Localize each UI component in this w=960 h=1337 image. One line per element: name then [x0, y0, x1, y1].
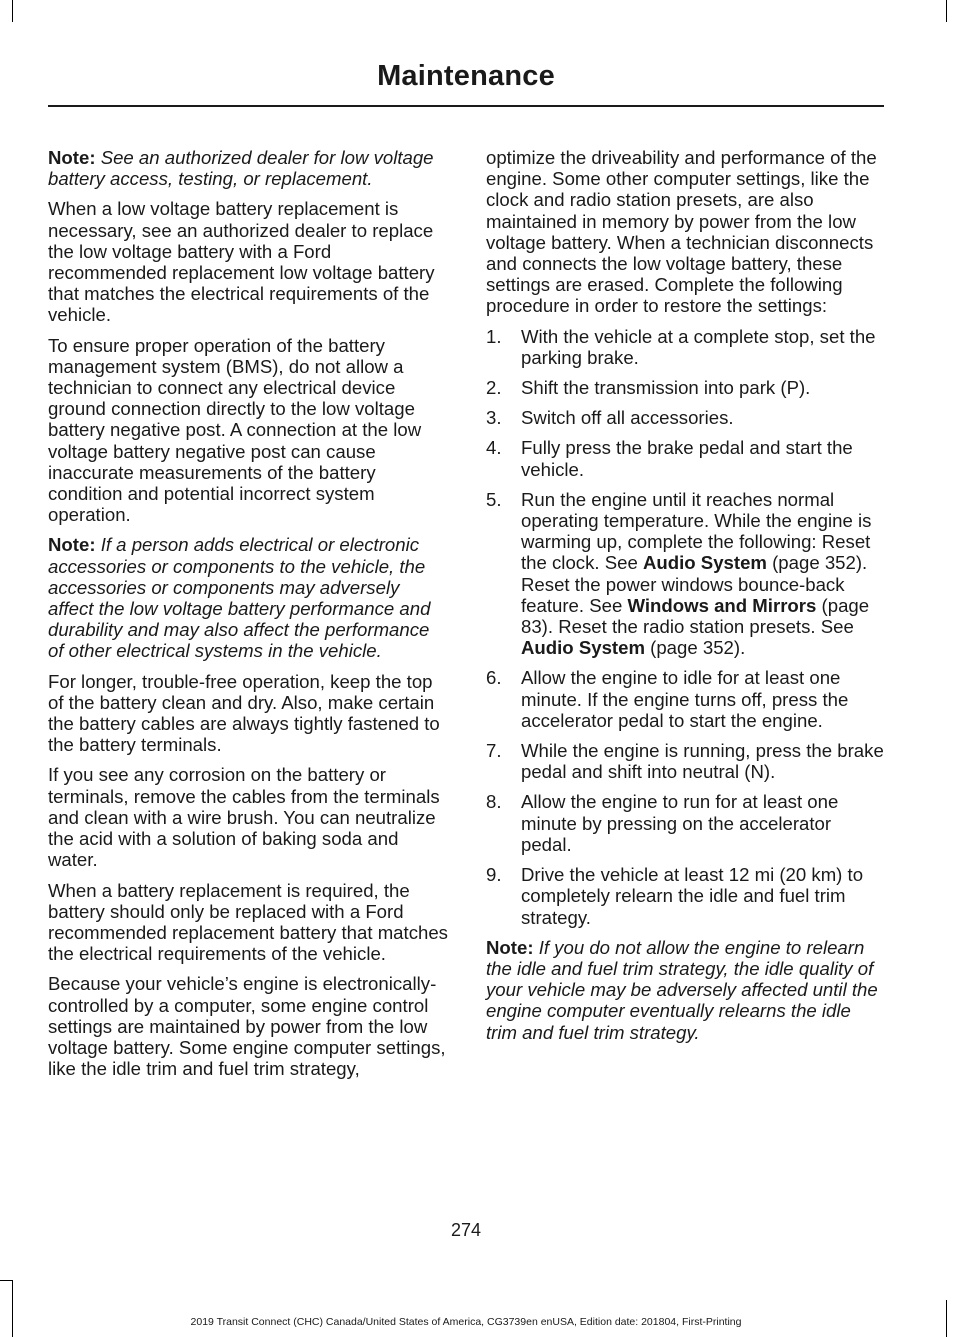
step-number: 3. — [486, 407, 502, 429]
list-item — [486, 864, 886, 928]
body-paragraph: When a low voltage battery replacement is necessary, see an authorized dealer to replace the low voltage battery with a Ford recommended replacement low voltage battery that matches the electrical requirements of the vehicle. — [48, 198, 435, 326]
crop-mark — [946, 1300, 947, 1337]
body-paragraph: When a battery replacement is required, the battery should only be replaced with a Ford recommended replacement battery that matches the electrical requirements of the vehicle. — [48, 879, 448, 965]
right-column — [486, 147, 886, 1052]
note-text: If you do not allow the engine to relearn the idle and fuel trim strategy, the idle quality of your vehicle may be adversely affected until the engine computer eventually relearns the idle trim and fuel trim strategy. — [486, 936, 878, 1043]
step-text — [521, 489, 871, 658]
note-paragraph — [48, 147, 448, 189]
note-label: Note: — [486, 936, 534, 958]
list-item — [486, 437, 886, 479]
page-number: 274 — [450, 1220, 482, 1240]
procedure-list — [486, 326, 886, 928]
audio-system-link[interactable]: Audio System — [521, 637, 645, 659]
step-text: Fully press the brake pedal and start the vehicle. — [521, 437, 853, 480]
body-paragraph: If you see any corrosion on the battery or terminals, remove the cables from the terminals and clean with a wire brush. You can neutralize the acid with a solution of baking soda and water. — [48, 764, 440, 871]
step-text: Allow the engine to idle for at least one minute. If the engine turns off, press the accelerator pedal to start the engine. — [521, 667, 849, 731]
list-item — [486, 407, 886, 428]
step-text-part: (page 83). Reset the radio station presets. See — [521, 594, 870, 638]
crop-mark — [12, 0, 13, 22]
step-number: 4. — [486, 437, 502, 459]
step-number: 2. — [486, 377, 502, 399]
step-text: While the engine is running, press the brake pedal and shift into neutral (N). — [521, 740, 884, 783]
step-text-part: (page 352). Reset the power windows bounce-back feature. See — [521, 552, 868, 616]
note-text: See an authorized dealer for low voltage battery access, testing, or replacement. — [48, 147, 434, 190]
left-column — [48, 147, 448, 1088]
note-label: Note: — [48, 147, 96, 168]
step-number: 1. — [486, 325, 502, 347]
step-number: 6. — [486, 667, 502, 689]
crop-mark — [12, 1280, 13, 1337]
note-text: If a person adds electrical or electronic accessories or components to the vehicle, the accessories or components may adversely affect the low voltage battery performance and durability and may also affect the performance of other electrical systems in the vehicle. — [48, 534, 431, 662]
body-paragraph: To ensure proper operation of the battery management system (BMS), do not allow a technician to connect any electrical device ground connection directly to the low voltage battery negative post. A connection at the low voltage battery negative post can cause inaccurate measurements of the battery condition and potential incorrect system operation. — [48, 334, 422, 526]
footer-text: 2019 Transit Connect (CHC) Canada/United States of America, CG3739en enUSA, Edition date: 201804, First-Printing — [190, 1316, 742, 1328]
step-number: 9. — [486, 864, 502, 886]
list-item — [486, 740, 886, 782]
step-text-part: (page 352). — [644, 637, 746, 659]
body-paragraph: For longer, trouble-free operation, keep the top of the battery clean and dry. Also, make certain the battery cables are always tightly fastened to the battery terminals. — [48, 670, 440, 756]
list-item — [486, 667, 886, 731]
note-paragraph — [48, 534, 448, 661]
header-rule — [48, 105, 884, 107]
body-paragraph: optimize the driveability and performance of the engine. Some other computer settings, like the clock and radio station presets, are also maintained in memory by power from the low voltage battery. When a technician disconnects and connects the low voltage battery, these settings are erased. Complete the following procedure in order to restore the settings: — [486, 147, 877, 317]
step-text: Switch off all accessories. — [521, 407, 734, 429]
list-item — [486, 489, 886, 659]
note-paragraph — [486, 937, 886, 1043]
body-paragraph: Because your vehicle’s engine is electronically-controlled by a computer, some engine control settings are maintained by power from the low voltage battery. Some engine computer settings, like the idle trim and fuel trim strategy, — [48, 973, 446, 1080]
windows-and-mirrors-link[interactable]: Windows and Mirrors — [627, 594, 817, 616]
step-text: Drive the vehicle at least 12 mi (20 km) to completely relearn the idle and fuel trim strategy. — [521, 864, 864, 928]
page-title: Maintenance — [377, 60, 555, 92]
audio-system-link[interactable]: Audio System — [642, 552, 767, 574]
step-number: 7. — [486, 740, 502, 762]
list-item — [486, 791, 886, 855]
crop-mark — [946, 0, 947, 22]
list-item — [486, 326, 886, 368]
note-label: Note: — [48, 534, 96, 556]
crop-mark — [0, 1280, 12, 1281]
step-text: Allow the engine to run for at least one minute by pressing on the accelerator pedal. — [521, 791, 839, 855]
step-text: Shift the transmission into park (P). — [521, 377, 811, 399]
step-number: 8. — [486, 791, 502, 813]
step-text-part: Run the engine until it reaches normal operating temperature. While the engine is warming up, complete the following: Reset the clock. See — [521, 488, 872, 574]
step-number: 5. — [486, 488, 502, 510]
list-item — [486, 377, 886, 398]
step-text: With the vehicle at a complete stop, set the parking brake. — [521, 325, 876, 368]
